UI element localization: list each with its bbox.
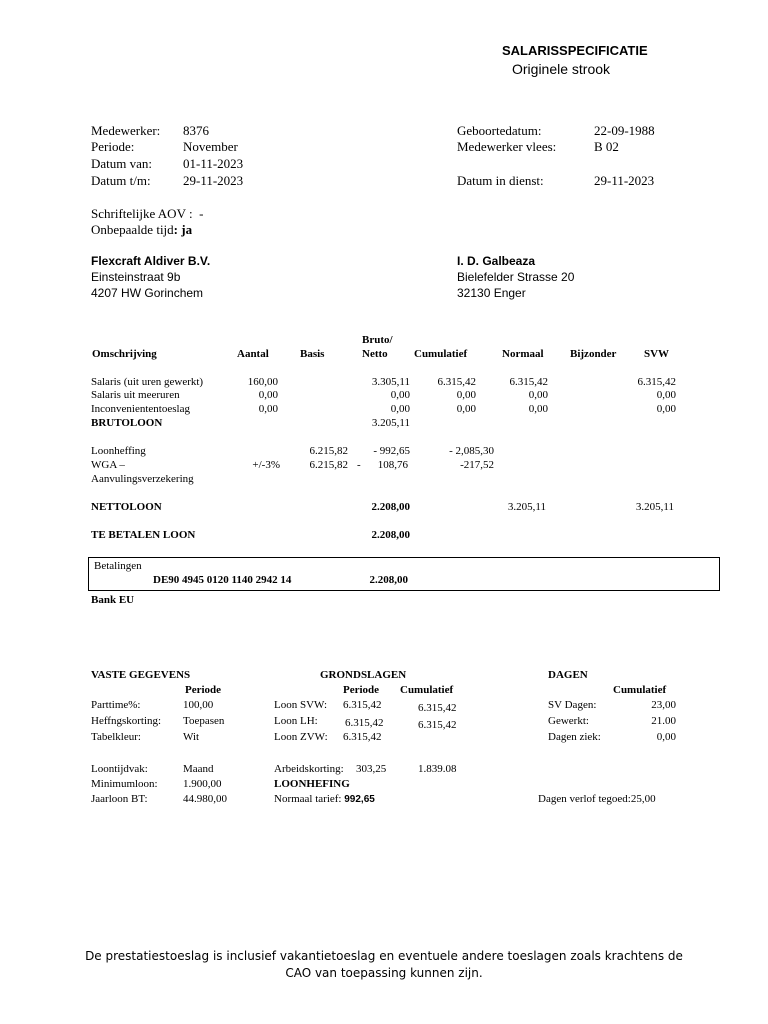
nettoloon-label: NETTOLOON xyxy=(91,501,162,513)
th-bijzonder: Bijzonder xyxy=(570,348,617,360)
dagen-label: Gewerkt: xyxy=(548,715,589,727)
grondslag-label: Loon SVW: xyxy=(274,699,328,711)
normaal-tarief-line xyxy=(274,793,375,806)
th-cumulatief: Cumulatief xyxy=(414,348,468,360)
verlof-label: Dagen verlof tegoed: xyxy=(538,793,631,805)
verlof-line xyxy=(538,793,656,806)
grondslag-periode: 6.315,42 xyxy=(343,731,382,743)
row-label: Salaris (uit uren gewerkt) xyxy=(91,376,204,388)
grondslag-label: Loon ZVW: xyxy=(274,731,328,743)
vaste-value: 1.900,00 xyxy=(183,778,222,790)
row-bruto: 0,00 xyxy=(390,403,410,415)
loonheffing-cumulatief: - 2,085,30 xyxy=(449,445,494,457)
datum-in-dienst-label: Datum in dienst: xyxy=(457,173,544,188)
medewerker-value: 8376 xyxy=(183,123,209,138)
wga-dash: - xyxy=(357,459,361,471)
payment-title: Betalingen xyxy=(94,560,142,572)
arbeidskorting-value: 303,25 xyxy=(356,763,387,775)
row-label: Inconveniententoeslag xyxy=(91,403,190,415)
geboortedatum-label: Geboortedatum: xyxy=(457,123,542,138)
row-aantal: 160,00 xyxy=(247,376,278,388)
dagen-title: DAGEN xyxy=(548,669,588,681)
medewerker-label: Medewerker: xyxy=(91,123,161,138)
vaste-label: Loontijdvak: xyxy=(91,763,148,775)
onbepaalde-line xyxy=(91,223,192,237)
row-bruto: 3.305,11 xyxy=(371,376,410,388)
row-cumulatief: 0,00 xyxy=(456,389,476,401)
row-bruto: 0,00 xyxy=(390,389,410,401)
th-svw: SVW xyxy=(644,348,670,360)
vaste-col-periode: Periode xyxy=(185,684,222,696)
brutoloon-value: 3.205,11 xyxy=(371,417,410,429)
row-svw: 0,00 xyxy=(656,389,676,401)
recipient-name: I. D. Galbeaza xyxy=(457,254,536,268)
dagen-label: SV Dagen: xyxy=(548,699,597,711)
th-aantal: Aantal xyxy=(237,348,269,360)
loonheffing-bruto: - 992,65 xyxy=(373,445,410,457)
dagen-label: Dagen ziek: xyxy=(548,731,601,743)
vaste-label: Heffngskorting: xyxy=(91,715,162,727)
onbepaalde-label: Onbepaalde tijd xyxy=(91,222,174,237)
th-netto: Netto xyxy=(362,348,388,360)
datum-tm-value: 29-11-2023 xyxy=(183,173,244,188)
grondslag-cumulatief: 6.315,42 xyxy=(418,702,457,714)
onbepaalde-value: : ja xyxy=(173,222,193,237)
arbeidskorting-cumulatief: 1.839.08 xyxy=(418,763,457,775)
periode-value: November xyxy=(183,139,238,154)
vaste-value: Wit xyxy=(183,731,200,743)
employer-street: Einsteinstraat 9b xyxy=(91,270,181,284)
loonheffing-label: Loonheffing xyxy=(91,445,146,457)
aov-line xyxy=(91,207,203,221)
row-cumulatief: 6.315,42 xyxy=(437,376,476,388)
wga-cumulatief: -217,52 xyxy=(460,459,494,471)
th-basis: Basis xyxy=(300,348,325,360)
nettoloon-normaal: 3.205,11 xyxy=(507,501,546,513)
row-svw: 6.315,42 xyxy=(637,376,676,388)
grondslag-label: Loon LH: xyxy=(274,715,318,727)
wga-basis: 6.215,82 xyxy=(309,459,348,471)
document-title: SALARISSPECIFICATIE xyxy=(502,43,648,58)
grondslag-periode: 6.315,42 xyxy=(345,717,384,729)
grondslagen-col-cumulatief: Cumulatief xyxy=(400,684,454,696)
normaal-tarief-value: 992,65 xyxy=(344,794,375,805)
row-aantal: 0,00 xyxy=(258,389,278,401)
brutoloon-label: BRUTOLOON xyxy=(91,417,163,429)
verlof-value: 25,00 xyxy=(630,793,656,805)
row-normaal: 6.315,42 xyxy=(509,376,548,388)
vaste-label: Jaarloon BT: xyxy=(91,793,148,805)
grondslagen-col-periode: Periode xyxy=(343,684,380,696)
arbeidskorting-label: Arbeidskorting: xyxy=(274,763,344,775)
te-betalen-value: 2.208,00 xyxy=(371,529,410,541)
footer-note-line2: CAO van toepassing kunnen zijn. xyxy=(285,966,483,980)
dagen-value: 23,00 xyxy=(651,699,676,711)
periode-label: Periode: xyxy=(91,139,135,154)
row-normaal: 0,00 xyxy=(528,389,548,401)
row-label: Salaris uit meeruren xyxy=(91,389,180,401)
te-betalen-label: TE BETALEN LOON xyxy=(91,529,196,541)
row-svw: 0,00 xyxy=(656,403,676,415)
medewerker-vlees-label: Medewerker vlees: xyxy=(457,139,557,154)
vaste-label: Parttime%: xyxy=(91,699,141,711)
footer-note-line1: De prestatiestoeslag is inclusief vakantietoeslag en eventuele andere toeslagen zoals krachtens de xyxy=(85,949,683,963)
vaste-label: Minimumloon: xyxy=(91,778,158,790)
wga-label: WGA – xyxy=(91,459,125,471)
datum-van-value: 01-11-2023 xyxy=(183,156,244,171)
grondslag-periode: 6.315,42 xyxy=(343,699,382,711)
grondslagen-title: GRONDSLAGEN xyxy=(320,669,407,681)
datum-tm-label: Datum t/m: xyxy=(91,173,151,188)
nettoloon-svw: 3.205,11 xyxy=(635,501,674,513)
vaste-label: Tabelkleur: xyxy=(91,731,141,743)
vaste-title: VASTE GEGEVENS xyxy=(91,669,191,681)
aov-value: - xyxy=(199,206,204,221)
wga-aantal: +/-3% xyxy=(252,459,280,471)
employer-name: Flexcraft Aldiver B.V. xyxy=(91,254,211,268)
loonheffing-basis: 6.215,82 xyxy=(309,445,348,457)
th-normaal: Normaal xyxy=(502,348,544,360)
nettoloon-bruto: 2.208,00 xyxy=(371,501,410,513)
recipient-street: Bielefelder Strasse 20 xyxy=(457,270,575,284)
datum-in-dienst-value: 29-11-2023 xyxy=(594,173,655,188)
row-aantal: 0,00 xyxy=(258,403,278,415)
row-cumulatief: 0,00 xyxy=(456,403,476,415)
th-bruto: Bruto/ xyxy=(362,334,393,346)
employer-city: 4207 HW Gorinchem xyxy=(91,286,204,300)
vaste-value: 100,00 xyxy=(183,699,214,711)
aov-label: Schriftelijke AOV : xyxy=(91,206,193,221)
vaste-value: 44.980,00 xyxy=(183,793,227,805)
row-normaal: 0,00 xyxy=(528,403,548,415)
vaste-value: Maand xyxy=(183,763,214,775)
document-subtitle: Originele strook xyxy=(512,61,611,77)
vaste-value: Toepasen xyxy=(183,715,225,727)
geboortedatum-value: 22-09-1988 xyxy=(594,123,655,138)
bank-name: Bank EU xyxy=(91,594,135,606)
payment-amount: 2.208,00 xyxy=(369,574,408,586)
wga-label-line2: Aanvulingsverzekering xyxy=(91,473,194,485)
datum-van-label: Datum van: xyxy=(91,156,153,171)
dagen-value: 0,00 xyxy=(656,731,676,743)
th-omschrijving: Omschrijving xyxy=(92,348,157,360)
medewerker-vlees-value: B 02 xyxy=(594,139,619,154)
dagen-value: 21.00 xyxy=(651,715,676,727)
grondslag-cumulatief: 6.315,42 xyxy=(418,719,457,731)
recipient-city: 32130 Enger xyxy=(457,286,526,300)
dagen-col-cumulatief: Cumulatief xyxy=(613,684,667,696)
payment-iban: DE90 4945 0120 1140 2942 14 xyxy=(153,574,292,586)
normaal-tarief-label: Normaal tarief: xyxy=(274,793,342,805)
loonheffing-title: LOONHEFING xyxy=(274,778,350,790)
wga-bruto: 108,76 xyxy=(377,459,408,471)
